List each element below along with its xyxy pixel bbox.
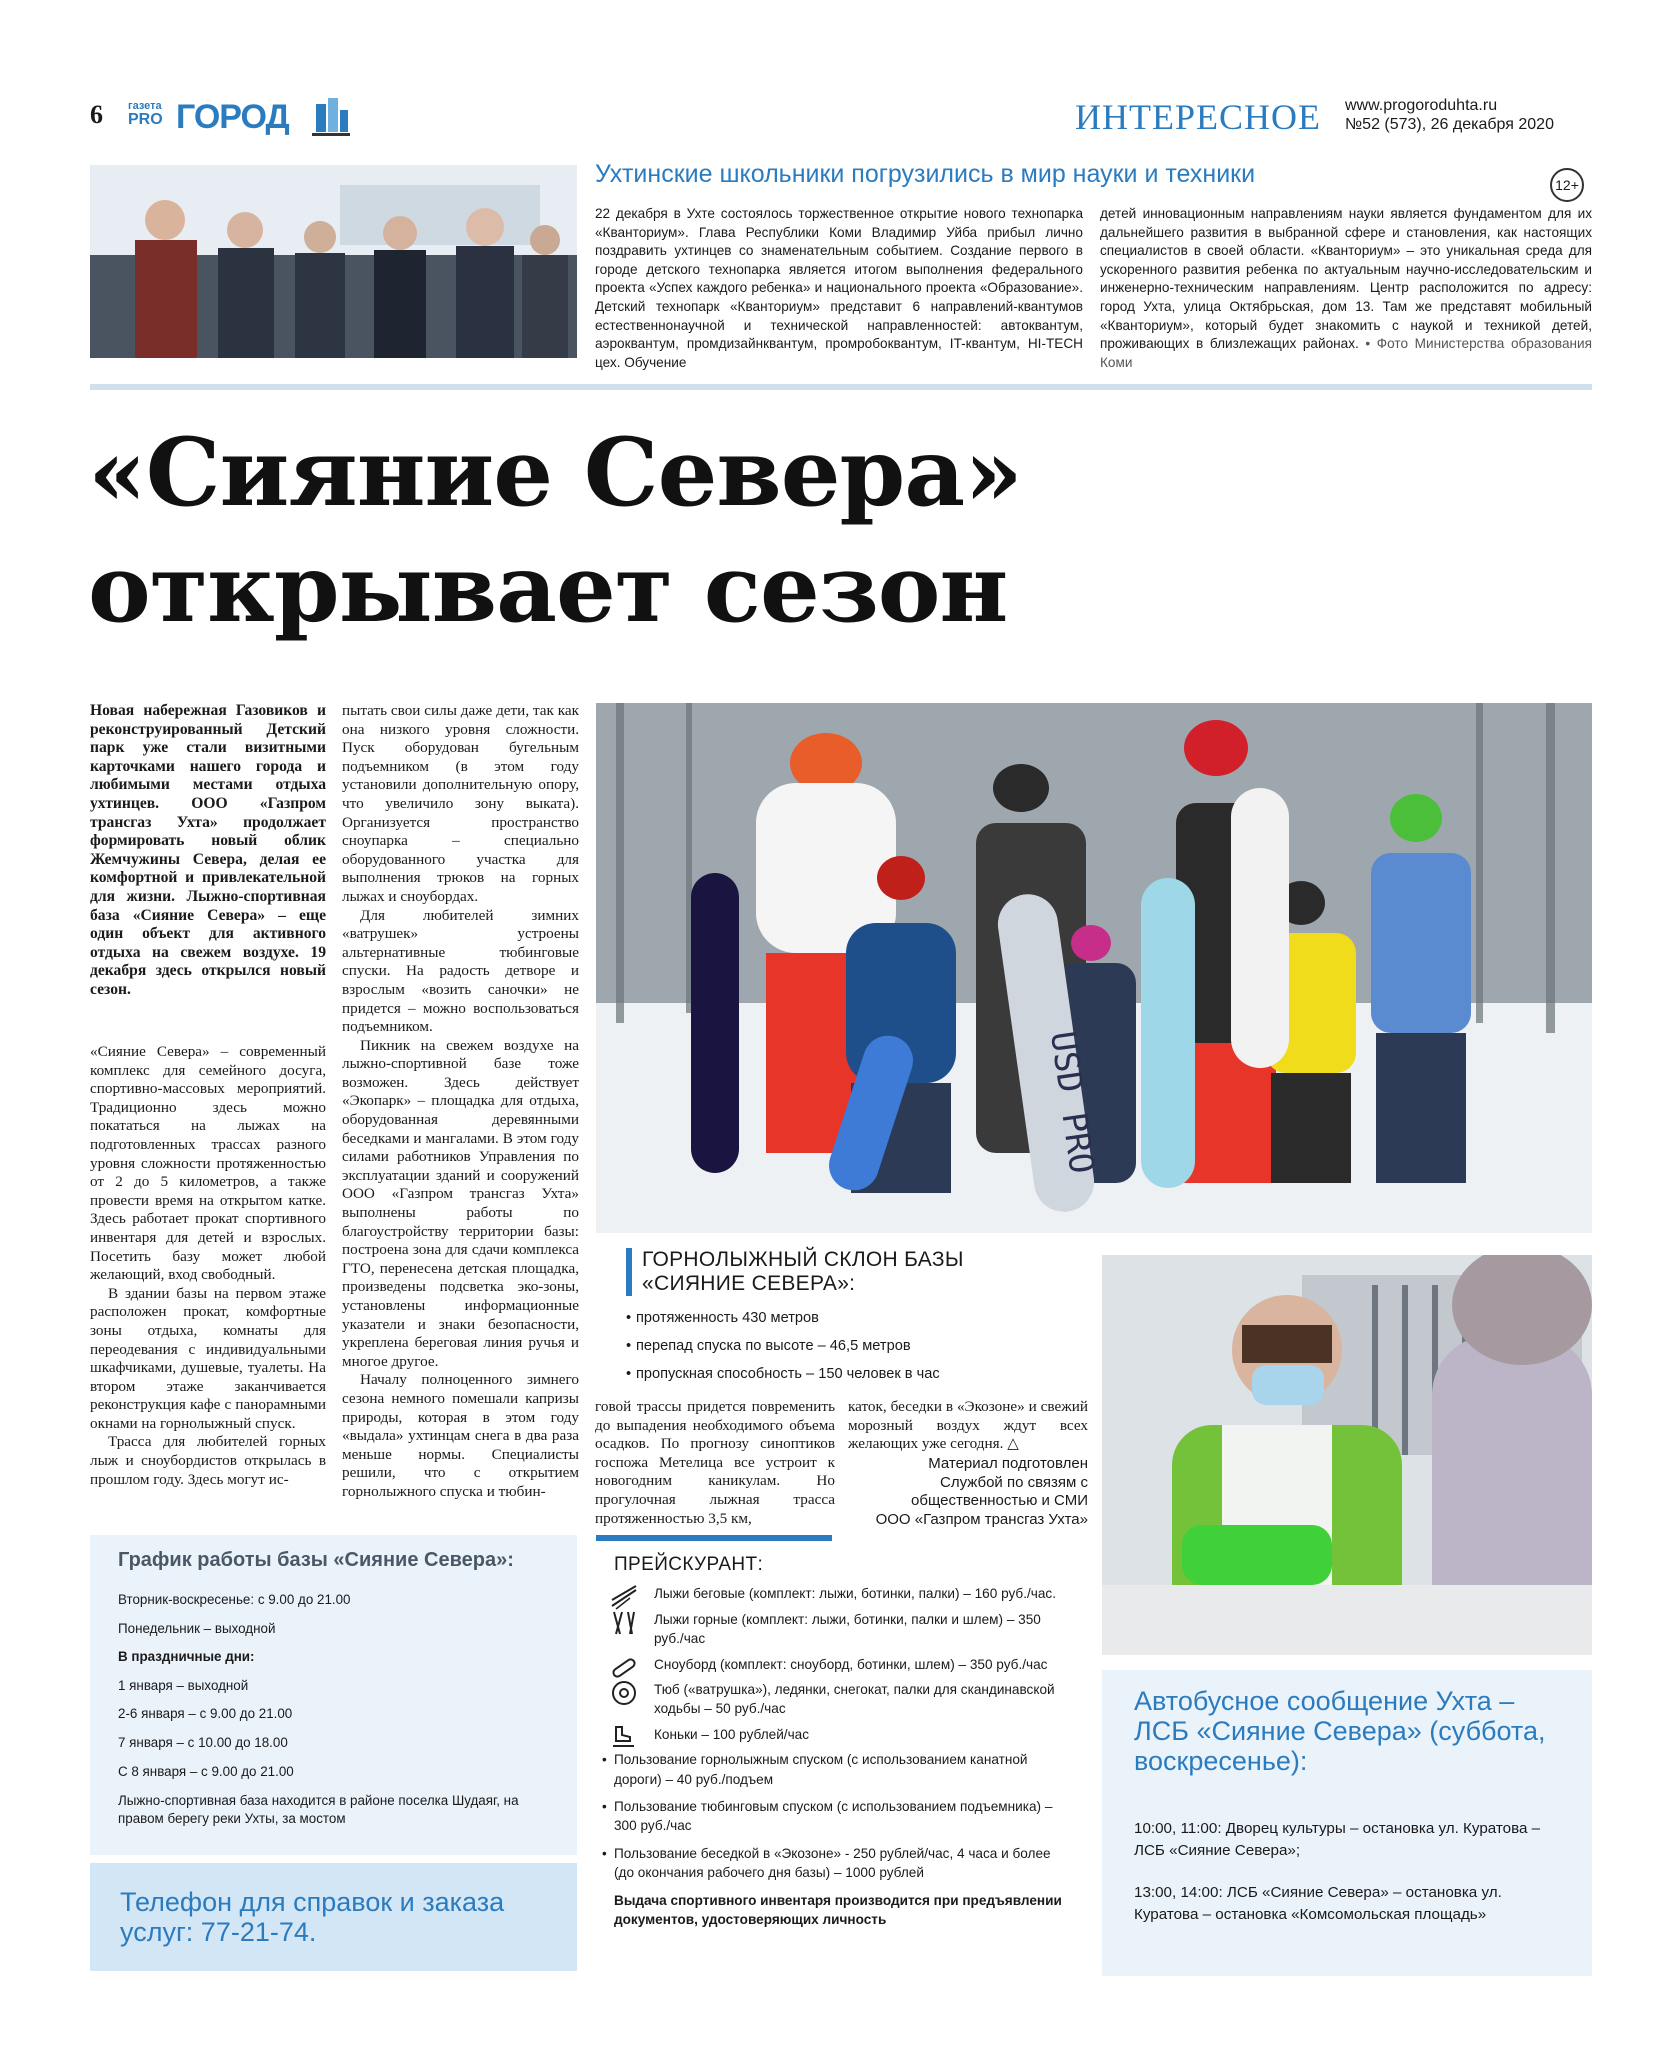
article-lead: Новая набережная Газовиков и реконструированный Детский парк уже стали визитными карточками нашего города и любимыми местами отдыха ухтинцев. ООО «Газпром трансгаз Ухта» продолжает формировать новый облик Жемчужины Севера, делая ее комфортной и привлекательной для жизни. Лыжно-спортивная база «Сияние Севера» – еще один объект для активного отдыха на свежем воздухе. 19 декабря здесь открылся новый сезон. (90, 702, 326, 998)
signature-line: общественностью и СМИ (911, 1492, 1088, 1510)
price-list-note: Выдача спортивного инвентаря производится при предъявлении документов, удостоверяющих личность (614, 1892, 1062, 1928)
paragraph: «Сияние Севера» – современный комплекс для семейного досуга, спортивно-массовых мероприятий. Традиционно здесь можно покататься на лыжах на подготовленных трассах разного уровня сложности протяженностью от 2 до 5 километров, а также провести время на открытом катке. Здесь работает прокат спортивного инвентаря для детей и взрослых. Посетить базу может любой желающий, вход свободный. (90, 1043, 326, 1284)
list-item: • пропускная способность – 150 человек в час (626, 1366, 1086, 1382)
main-headline (88, 415, 1022, 647)
logo-label-small (128, 100, 163, 128)
article-column-4 (848, 1398, 1088, 1454)
technopark-opening-photo (90, 165, 577, 358)
age-rating-badge: 12+ (1550, 168, 1584, 202)
bus-schedule-box (1102, 1670, 1592, 1976)
family-photo-illustration (596, 703, 1592, 1233)
schedule-holiday: 2-6 января – с 9.00 до 21.00 (118, 1706, 293, 1722)
headline-line-1: «Сияние Севера» (88, 418, 1022, 528)
top-article-column-1: 22 декабря в Ухте состоялось торжественное открытие нового технопарка «Кванториум». Глава Республики Коми Владимир Уйба прибыл лично поздравить ухтинцев со знаменательным событием. Создание первого в городе детского технопарка является итогом выполнения федерального проекта «Успех каждого ребенка» и национального проекта «Образование». Детский технопарк «Кванториум» представит 6 направлений-квантумов естественнонаучной и технической направленностей: автоквантум, аэроквантум, промдизайнквантум, промробоквантум, IT-квантум, HI-TECH цех. Обучение (595, 206, 1083, 370)
photo-credit: • Фото Министерства образования Коми (1100, 336, 1592, 370)
logo-small-text: газета (128, 100, 162, 112)
schedule-holiday: 7 января – с 10.00 до 18.00 (118, 1734, 288, 1750)
top-article-column-2 (1100, 205, 1592, 372)
schedule-holiday: 1 января – выходной (118, 1677, 249, 1693)
signature-line: Материал подготовлен (928, 1455, 1088, 1472)
price-list-title: ПРЕЙСКУРАНТ: (614, 1554, 764, 1575)
phone-info-box (90, 1863, 577, 1971)
newspaper-logo (128, 96, 358, 140)
cross-country-ski-icon (610, 1584, 638, 1610)
schedule-holiday: С 8 января – с 9.00 до 21.00 (118, 1763, 294, 1779)
rental-photo-illustration (1102, 1255, 1592, 1655)
price-row (596, 1655, 1096, 1674)
top-article-column-2-text: детей инновационным направлениям науки является фундаментом для их дальнейшего развития в выбранной сфере и становления, как настоящих специалистов в своей области. «Кванториум» – это уникальная среда для ускоренного развития ребенка по актуальным научно-исследовательским и инженерно-техническим направлениям. Центр расположится по адресу: город Ухта, улица Октябрьская, дом 13. Там же представят мобильный «Кванториум», который будет знакомить с наукой и техникой детей, проживающих в близлежащих районах. (1100, 206, 1592, 352)
price-list-accent-bar (596, 1535, 832, 1541)
slope-info-box (626, 1248, 1086, 1394)
city-buildings-icon (308, 96, 352, 140)
top-article-title: Ухтинские школьники погрузились в мир науки и техники (595, 160, 1256, 188)
article-column-1 (90, 1043, 326, 1489)
article-column-3 (595, 1398, 835, 1528)
skate-icon (610, 1725, 638, 1751)
list-item: • перепад спуска по высоте – 46,5 метров (626, 1338, 1086, 1354)
paragraph: Трасса для любителей горных лыж и сноубордистов открылась в прошлом году. Здесь могут ис- (90, 1433, 326, 1488)
headline-line-2: открывает сезон (88, 534, 1008, 644)
logo-pro-text: PRO (128, 111, 163, 128)
slope-facts-list (626, 1310, 1086, 1382)
price-row (596, 1680, 1096, 1719)
section-title: ИНТЕРЕСНОЕ (1075, 97, 1321, 137)
price-row-text: Лыжи горные (комплект: лыжи, ботинки, палки и шлем) – 350 руб./час (654, 1611, 1041, 1647)
schedule-weekdays: Вторник-воскресенье: с 9.00 до 21.00 (118, 1592, 351, 1607)
website-link[interactable]: www.progoroduhta.ru (1345, 97, 1498, 114)
price-row (596, 1584, 1096, 1603)
rental-counter-photo (1102, 1255, 1592, 1655)
paragraph: Началу полноценного зимнего сезона немного помешали капризы природы, которая в этом году «выдала» ухтинцам снега в два раза меньше нормы. Специалисты решили, что с открытием горнолыжного спуска и тюбин- (342, 1371, 579, 1500)
alpine-ski-icon (610, 1610, 638, 1636)
paragraph: Для любителей зимних «ватрушек» устроены альтернативные тюбинговые спуски. На радость детворе и взрослым «возить саночки» не придется – можно воспользоваться подъемником. (342, 906, 579, 1036)
schedule-holidays-label: В праздничные дни: (118, 1649, 255, 1665)
price-bullet: • Пользование горнолыжным спуском (с использованием канатной дороги) – 40 руб./подъем (596, 1750, 1096, 1789)
tube-icon (610, 1680, 638, 1706)
issue-info (1345, 96, 1554, 134)
paragraph: пытать свои силы даже дети, так как она низкого уровня сложности. Пуск оборудован бугельным подъемником (в этом году установили дополнительную опору, что увеличило зону выката). Организуется пространство сноупарка – специально оборудованного участка для выполнения трюков на горных лыжах и сноубордах. (342, 702, 579, 905)
technopark-photo-illustration (90, 165, 577, 358)
slope-title (626, 1248, 1086, 1296)
price-row-text: Тюб («ватрушка»), ледянки, снегокат, палки для скандинавской ходьбы – 50 руб./час (654, 1682, 1055, 1717)
price-bullet: • Пользование беседкой в «Экозоне» - 250 рублей/час, 4 часа и более (до окончания рабочего дня базы) – 1000 рублей (596, 1844, 1096, 1883)
paragraph: каток, беседки в «Экозоне» и свежий морозный воздух ждут всех желающих уже сегодня. △ (848, 1398, 1088, 1453)
slope-title-line-1: ГОРНОЛЫЖНЫЙ СКЛОН БАЗЫ (642, 1248, 964, 1271)
snowboard-icon (610, 1655, 638, 1681)
family-snowboard-photo (596, 703, 1592, 1233)
slope-title-line-2: «СИЯНИЕ СЕВЕРА»: (642, 1272, 856, 1295)
bus-title: Автобусное сообщение Ухта – ЛСБ «Сияние Севера» (суббота, воскресенье): (1134, 1686, 1546, 1776)
price-row (596, 1725, 1096, 1744)
paragraph: Пикник на свежем воздухе на лыжно-спортивной базе тоже возможен. Здесь действует «Экопарк» – площадка для отдыха, оборудованная деревянными беседками и мангалами. В этом году силами работников Управления по эксплуатации зданий и сооружений ООО «Газпром трансгаз Ухта» выполнены работы по благоустройству территории базы: построена зона для сдачи комплекса ГТО, перенесена детская площадка, произведены подсветка эко-зоны, установлены информационные указатели и знаки безопасности, укреплена береговая линия ручья и многое другое. (342, 1036, 579, 1370)
list-item: • протяженность 430 метров (626, 1310, 1086, 1326)
price-row-text: Сноуборд (комплект: сноуборд, ботинки, шлем) – 350 руб./час (654, 1656, 1048, 1672)
issue-number: №52 (573), 26 декабря 2020 (1345, 116, 1554, 133)
price-row (596, 1610, 1096, 1649)
logo-big-text: ГОРОД (176, 98, 289, 136)
price-row-text: Коньки – 100 рублей/час (654, 1726, 810, 1742)
signature-line: ООО «Газпром трансгаз Ухта» (875, 1510, 1088, 1528)
phone-text: Телефон для справок и заказа услуг: 77-21-74. (120, 1887, 505, 1947)
paragraph: В здании базы на первом этаже расположен прокат, комфортные зоны отдыха, комнаты для переодевания с индивидуальными шкафчиками, душевые, туалеты. На втором этаже заканчивается реконструкция кафе с панорамными окнами на горнолыжный спуск. (90, 1284, 326, 1432)
signature-line: Службой по связям с (940, 1473, 1088, 1491)
article-signature (848, 1455, 1088, 1529)
article-column-2 (342, 702, 579, 1502)
bus-route: 13:00, 14:00: ЛСБ «Сияние Севера» – остановка ул. Куратова – остановка «Комсомольская площадь» (1134, 1884, 1502, 1923)
schedule-title: График работы базы «Сияние Севера»: (118, 1549, 514, 1571)
price-bullet: • Пользование тюбинговым спуском (с использованием подъемника) – 300 руб./час (596, 1797, 1096, 1836)
bus-route: 10:00, 11:00: Дворец культуры – остановка ул. Куратова – ЛСБ «Сияние Севера»; (1134, 1820, 1541, 1859)
page-number: 6 (90, 100, 103, 129)
schedule-monday: Понедельник – выходной (118, 1620, 276, 1636)
schedule-box (90, 1535, 577, 1855)
price-row-text: Лыжи беговые (комплект: лыжи, ботинки, палки) – 160 руб./час. (654, 1586, 1056, 1602)
section-divider (90, 384, 1592, 390)
price-list (596, 1535, 1096, 1975)
paragraph: говой трассы придется повременить до выпадения необходимого объема осадков. По прогнозу синоптиков госпожа Метелица все устроит к новогодним каникулам. Но прогулочная лыжная трасса протяженностью 3,5 км, (595, 1398, 835, 1527)
board-print-1: USD PRO (1042, 1028, 1102, 1177)
schedule-location: Лыжно-спортивная база находится в районе поселка Шудаяг, на правом берегу реки Ухты, за мостом (118, 1793, 519, 1826)
